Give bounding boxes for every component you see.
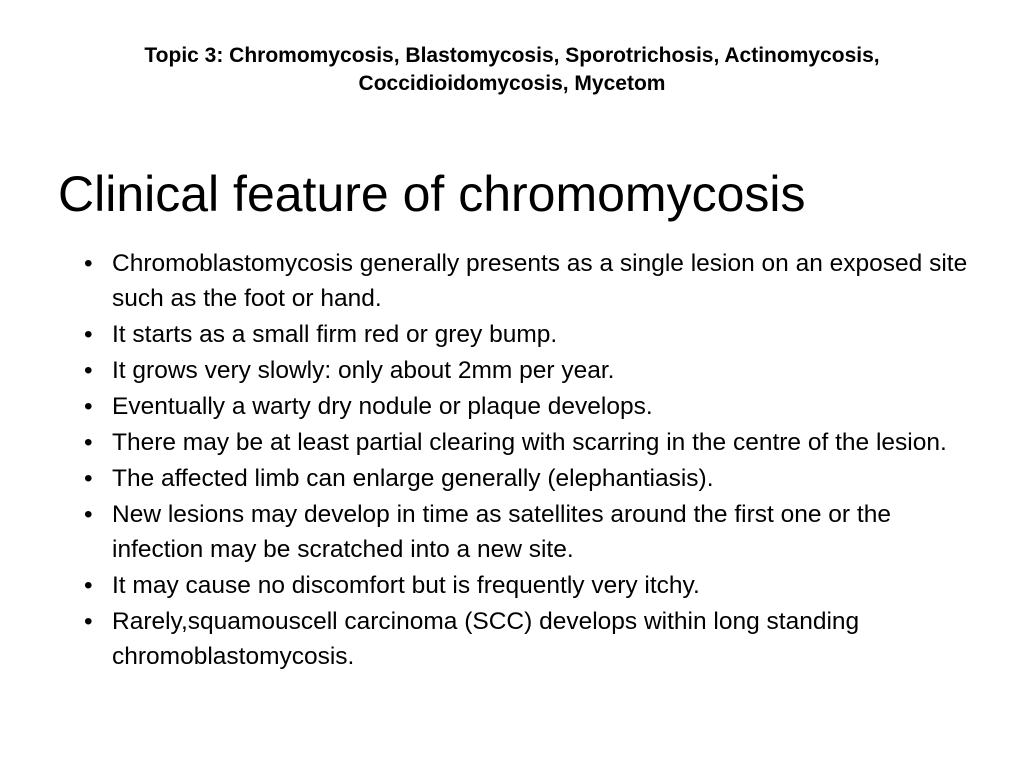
list-item	[84, 461, 984, 496]
list-item-text: It grows very slowly: only about 2mm per year.	[112, 357, 615, 384]
list-item	[84, 317, 984, 352]
list-item	[84, 246, 984, 316]
bullet-icon: •	[84, 608, 93, 635]
list-item-text: It starts as a small firm red or grey bump.	[112, 321, 558, 348]
bullet-icon: •	[84, 357, 93, 384]
list-item-text: Eventually a warty dry nodule or plaque develops.	[112, 393, 653, 420]
list-item-text: There may be at least partial clearing with scarring in the centre of the lesion.	[112, 429, 947, 456]
list-item-text: New lesions may develop in time as satellites around the first one or the infection may be scratched into a new site.	[112, 501, 891, 563]
bullet-icon: •	[84, 250, 93, 277]
bullet-icon: •	[84, 572, 93, 599]
list-item	[84, 353, 984, 388]
bullet-icon: •	[84, 465, 93, 492]
list-item-text: It may cause no discomfort but is frequently very itchy.	[112, 572, 700, 599]
list-item	[84, 568, 984, 603]
list-item	[84, 497, 984, 567]
list-item-text: The affected limb can enlarge generally (elephantiasis).	[112, 465, 714, 492]
list-item-text: Rarely,squamouscell carcinoma (SCC) develops within long standing chromoblastomycosis.	[112, 608, 860, 670]
list-item-text: Chromoblastomycosis generally presents as a single lesion on an exposed site such as the foot or hand.	[112, 250, 968, 312]
bullet-icon: •	[84, 321, 93, 348]
list-item	[84, 389, 984, 424]
list-item	[84, 604, 984, 674]
bullet-icon: •	[84, 393, 93, 420]
bullet-icon: •	[84, 501, 93, 528]
list-item	[84, 425, 984, 460]
topic-heading: Topic 3: Chromomycosis, Blastomycosis, Sporotrichosis, Actinomycosis, Coccidioidomycosis, Mycetom	[144, 44, 880, 95]
bullet-icon: •	[84, 429, 93, 456]
bullet-list	[84, 246, 984, 675]
slide-title: Clinical feature of chromomycosis	[58, 166, 806, 222]
